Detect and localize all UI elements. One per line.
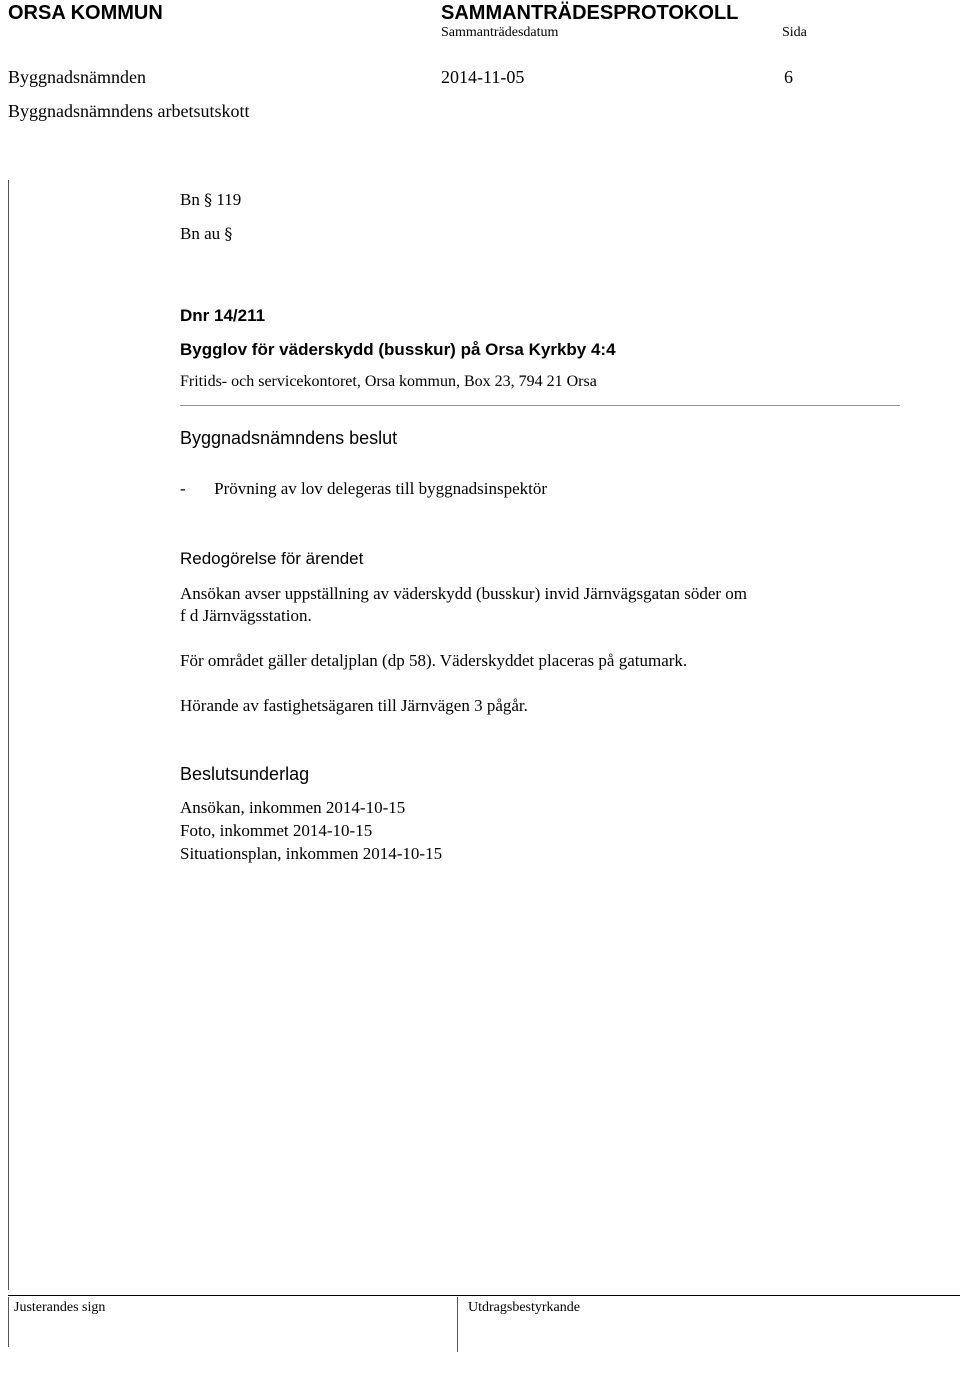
subcommittee-name: Byggnadsnämndens arbetsutskott	[8, 101, 250, 121]
case-title: Bygglov för väderskydd (busskur) på Orsa Kyrkby 4:4	[180, 340, 616, 359]
case-number: Dnr 14/211	[180, 306, 266, 325]
section-sign: §	[224, 224, 233, 243]
paragraph-ref-bn-label: Bn	[180, 190, 200, 209]
case-applicant: Fritids- och servicekontoret, Orsa kommun, Box 23, 794 21 Orsa	[180, 373, 597, 390]
meeting-date: 2014-11-05	[441, 67, 525, 87]
paragraph-ref-bn-number: 119	[216, 190, 242, 209]
organization-name: ORSA KOMMUN	[8, 2, 163, 24]
footer-certification-label: Utdragsbestyrkande	[468, 1300, 580, 1315]
paragraph-ref-bn-au	[180, 224, 232, 244]
decision-heading: Byggnadsnämndens beslut	[180, 428, 398, 448]
left-margin-rule	[8, 180, 9, 1290]
committee-name: Byggnadsnämnden	[8, 67, 146, 87]
page-number: 6	[784, 67, 793, 87]
footer-middle-divider	[457, 1297, 458, 1352]
report-line-4: Hörande av fastighetsägaren till Järnvägen 3 pågår.	[180, 696, 528, 715]
basis-item: Ansökan, inkommen 2014-10-15	[180, 798, 406, 817]
report-heading: Redogörelse för ärendet	[180, 549, 364, 568]
page-label: Sida	[782, 25, 807, 40]
report-line-1: Ansökan avser uppställning av väderskydd (busskur) invid Järnvägsgatan söder om	[180, 584, 748, 603]
decision-dash: -	[180, 479, 186, 498]
decision-item-text: Prövning av lov delegeras till byggnadsinspektör	[214, 479, 548, 498]
footer-left-divider	[8, 1297, 9, 1347]
basis-item: Foto, inkommet 2014-10-15	[180, 821, 373, 840]
basis-item: Situationsplan, inkommen 2014-10-15	[180, 844, 443, 863]
report-line-2: f d Järnvägsstation.	[180, 606, 312, 625]
paragraph-ref-bn	[180, 190, 241, 210]
paragraph-ref-bn-au-label: Bn au	[180, 224, 221, 243]
report-line-3: För området gäller detaljplan (dp 58). Väderskyddet placeras på gatumark.	[180, 651, 688, 670]
case-separator	[180, 405, 900, 406]
document-title: SAMMANTRÄDESPROTOKOLL	[441, 2, 739, 24]
footer-rule	[8, 1295, 960, 1296]
decision-item	[180, 479, 547, 499]
basis-heading: Beslutsunderlag	[180, 764, 310, 784]
footer-sign-label: Justerandes sign	[14, 1300, 106, 1315]
section-sign: §	[204, 190, 213, 209]
meeting-date-label: Sammanträdesdatum	[441, 25, 559, 40]
